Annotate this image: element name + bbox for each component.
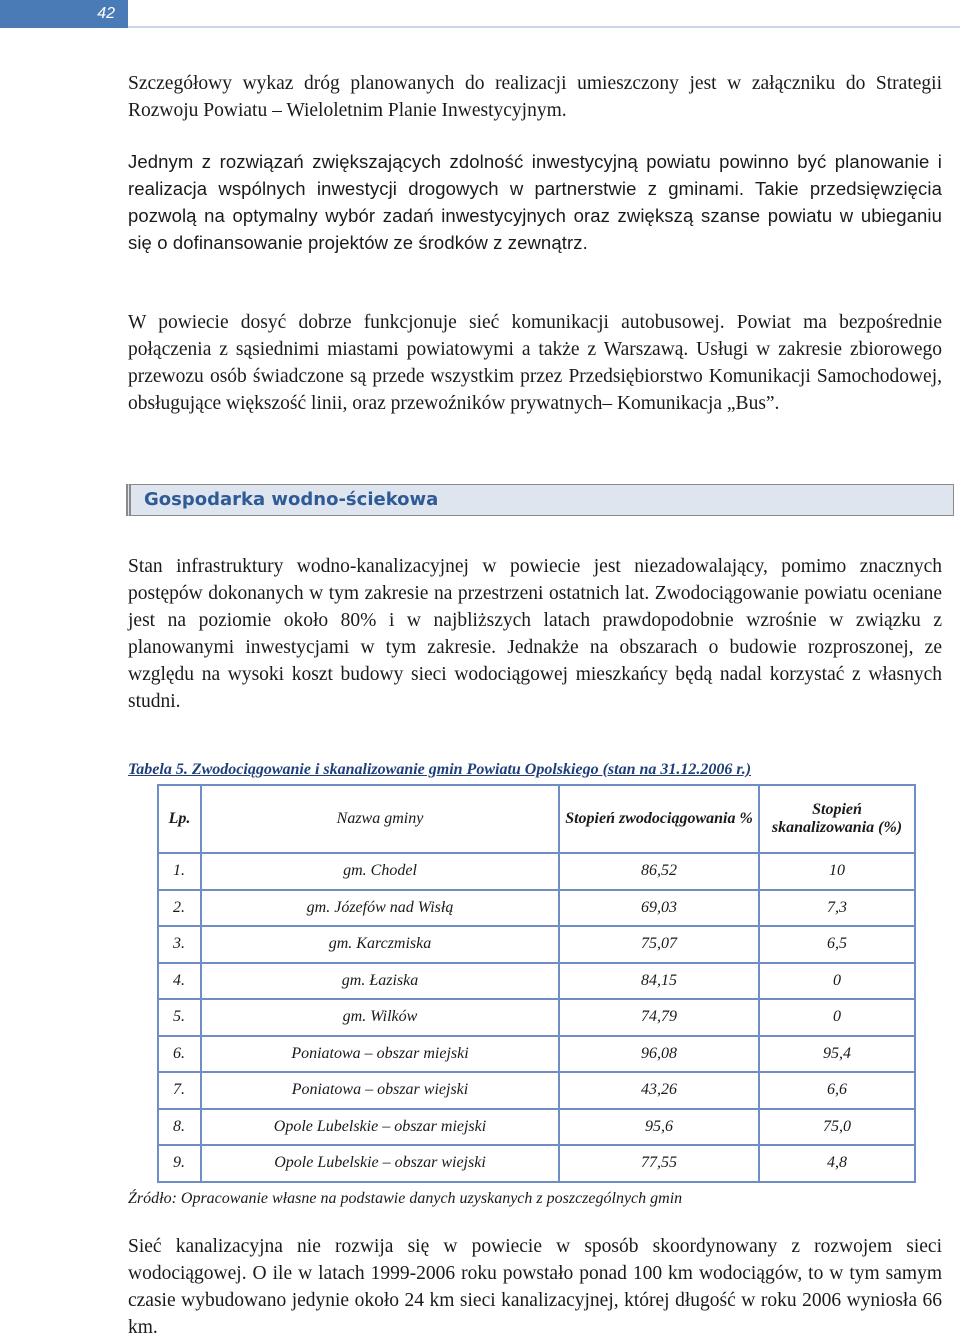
cell-lp: 2. [158, 890, 201, 927]
cell-lp: 4. [158, 963, 201, 1000]
cell-name: gm. Wilków [201, 999, 559, 1036]
header-water: Stopień zwodociągowania % [559, 785, 759, 853]
table-row [158, 999, 915, 1036]
cell-sewer: 4,8 [759, 1145, 915, 1182]
cell-lp: 5. [158, 999, 201, 1036]
table-row [158, 1072, 915, 1109]
cell-name: gm. Józefów nad Wisłą [201, 890, 559, 927]
page-number: 42 [0, 0, 128, 28]
header-lp: Lp. [158, 785, 201, 853]
header-rule [128, 26, 960, 28]
cell-name: Opole Lubelskie – obszar miejski [201, 1109, 559, 1146]
cell-sewer: 0 [759, 963, 915, 1000]
cell-water: 69,03 [559, 890, 759, 927]
cell-lp: 1. [158, 853, 201, 890]
cell-water: 75,07 [559, 926, 759, 963]
cell-name: Opole Lubelskie – obszar wiejski [201, 1145, 559, 1182]
section-heading [126, 484, 954, 516]
header-name: Nazwa gminy [201, 785, 559, 853]
cell-water: 96,08 [559, 1036, 759, 1073]
table-row [158, 1036, 915, 1073]
cell-water: 74,79 [559, 999, 759, 1036]
cell-name: Poniatowa – obszar miejski [201, 1036, 559, 1073]
water-sewer-table [157, 784, 916, 1183]
cell-lp: 9. [158, 1145, 201, 1182]
header-sewer: Stopień skanalizowania (%) [759, 785, 915, 853]
cell-name: gm. Chodel [201, 853, 559, 890]
paragraph-water-infrastructure: Stan infrastruktury wodno-kanalizacyjnej w powiecie jest niezadowalający, pomimo znacznych postępów dokonanych w tym zakresie na przestrzeni ostatnich lat. Zwodociągowanie powiatu oceniane jest na poziomie około 80% i w najbliższych latach prawdopodobnie wzrośnie w związku z planowanymi inwestycjami w tym zakresie. Jednakże na obszarach o budowie rozproszonej, ze względu na wysoki koszt budowy sieci wodociągowej mieszkańcy będą nadal korzystać z własnych studni. [128, 556, 942, 712]
table-caption: Tabela 5. Zwodociągowanie i skanalizowanie gmin Powiatu Opolskiego (stan na 31.12.2006 r.) [128, 761, 752, 778]
cell-sewer: 10 [759, 853, 915, 890]
paragraph-road-partnership: Jednym z rozwiązań zwiększających zdolność inwestycyjną powiatu powinno być planowanie i realizacja wspólnych inwestycji drogowych w partnerstwie z gminami. Takie przedsięwzięcia pozwolą na optymalny wybór zadań inwestycyjnych oraz zwiększą szanse powiatu w ubieganiu się o dofinansowanie projektów ze środków z zewnątrz. [128, 151, 942, 253]
cell-sewer: 7,3 [759, 890, 915, 927]
table-row [158, 853, 915, 890]
cell-sewer: 95,4 [759, 1036, 915, 1073]
cell-water: 77,55 [559, 1145, 759, 1182]
cell-water: 84,15 [559, 963, 759, 1000]
cell-lp: 7. [158, 1072, 201, 1109]
cell-lp: 3. [158, 926, 201, 963]
table-row [158, 963, 915, 1000]
cell-sewer: 6,6 [759, 1072, 915, 1109]
cell-lp: 8. [158, 1109, 201, 1146]
cell-water: 95,6 [559, 1109, 759, 1146]
table-row [158, 926, 915, 963]
cell-name: gm. Karczmiska [201, 926, 559, 963]
section-heading-text: Gospodarka wodno-ściekowa [144, 489, 439, 510]
table-row [158, 1109, 915, 1146]
paragraph-road-list: Szczegółowy wykaz dróg planowanych do realizacji umieszczony jest w załączniku do Strategii Rozwoju Powiatu – Wieloletnim Planie Inwestycyjnym. [128, 73, 942, 121]
table-row [158, 1145, 915, 1182]
cell-sewer: 6,5 [759, 926, 915, 963]
table-header-row [158, 785, 915, 853]
cell-sewer: 0 [759, 999, 915, 1036]
paragraph-sewer-network: Sieć kanalizacyjna nie rozwija się w powiecie w sposób skoordynowany z rozwojem sieci wodociągowej. O ile w latach 1999-2006 roku powstało ponad 100 km wodociągów, to w tym samym czasie wybudowano jedynie około 24 km sieci kanalizacyjnej, której długość w roku 2006 wyniosła 66 km. [128, 1236, 942, 1338]
cell-name: gm. Łaziska [201, 963, 559, 1000]
table-source-note: Źródło: Opracowanie własne na podstawie danych uzyskanych z poszczególnych gmin [128, 1190, 683, 1207]
cell-water: 43,26 [559, 1072, 759, 1109]
cell-sewer: 75,0 [759, 1109, 915, 1146]
paragraph-bus-transport: W powiecie dosyć dobrze funkcjonuje sieć komunikacji autobusowej. Powiat ma bezpośrednie połączenia z sąsiednimi miastami powiatowymi a także z Warszawą. Usługi w zakresie zbiorowego przewozu osób świadczone są przede wszystkim przez Przedsiębiorstwo Komunikacji Samochodowej, obsługujące większość linii, oraz przewoźników prywatnych– Komunikacja „Bus”. [128, 312, 942, 414]
cell-name: Poniatowa – obszar wiejski [201, 1072, 559, 1109]
cell-water: 86,52 [559, 853, 759, 890]
table-row [158, 890, 915, 927]
cell-lp: 6. [158, 1036, 201, 1073]
